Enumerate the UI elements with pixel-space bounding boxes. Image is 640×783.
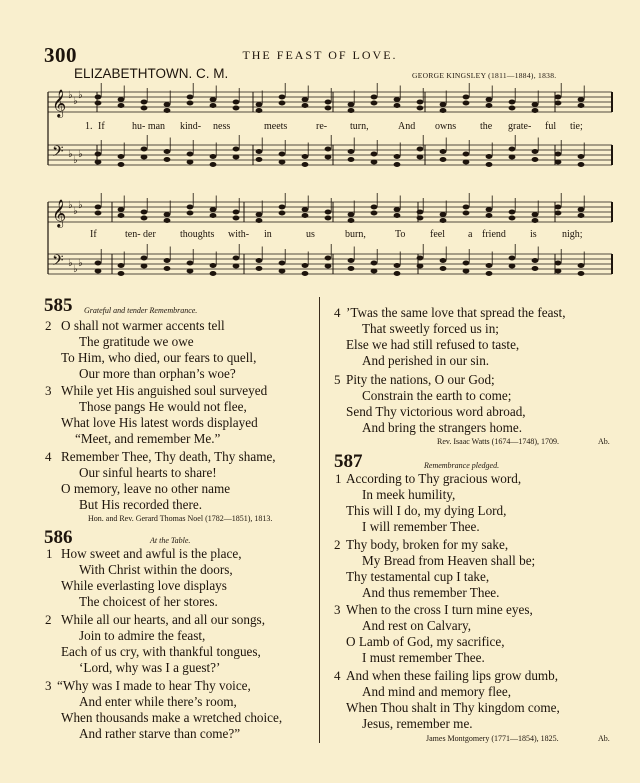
note-head <box>578 103 585 108</box>
note-head <box>440 266 447 271</box>
note-head <box>279 205 286 210</box>
note-head <box>118 263 125 268</box>
note-head <box>578 154 585 159</box>
verse-line: O memory, leave no other name <box>61 481 231 496</box>
verse-line: This will I do, my dying Lord, <box>346 503 507 518</box>
note-head <box>164 218 171 223</box>
note-head <box>118 103 125 108</box>
note-head <box>509 106 516 111</box>
note-head <box>210 263 217 268</box>
note-head <box>371 269 378 274</box>
verse-line: When Thou shalt in Thy kingdom come, <box>346 700 560 715</box>
note-head <box>95 269 102 274</box>
note-head <box>371 95 378 100</box>
note-head <box>463 95 470 100</box>
note-head <box>486 162 493 167</box>
note-head <box>394 154 401 159</box>
note-head <box>348 218 355 223</box>
note-head <box>532 266 539 271</box>
verse-line: When thousands make a wretched choice, <box>61 710 283 725</box>
note-head <box>279 160 286 165</box>
lyric-syllable: friend <box>482 229 506 240</box>
lyric-syllable: re- <box>316 121 328 132</box>
note-head <box>486 263 493 268</box>
note-head <box>463 261 470 266</box>
note-head <box>532 157 539 162</box>
verse-line: Remember Thee, Thy death, Thy shame, <box>61 449 276 464</box>
note-head <box>578 162 585 167</box>
note-head <box>394 263 401 268</box>
note-head <box>141 256 148 261</box>
note-head <box>555 95 562 100</box>
verse-line: O shall not warmer accents tell <box>61 318 225 333</box>
hymn-subtitle: Grateful and tender Remembrance. <box>84 306 198 315</box>
note-head <box>302 154 309 159</box>
note-head <box>509 155 516 160</box>
note-head <box>233 147 240 152</box>
lyric-syllable: nigh; <box>562 229 583 240</box>
verse-line: Those pangs He would not flee, <box>79 399 247 414</box>
note-head <box>210 162 217 167</box>
verse-line: Our more than orphan’s woe? <box>79 366 236 381</box>
note-head <box>118 271 125 276</box>
note-head <box>578 263 585 268</box>
verse-line: And rest on Calvary, <box>362 618 472 633</box>
note-head <box>256 218 263 223</box>
note-head <box>440 102 447 107</box>
note-head <box>325 256 332 261</box>
note-head <box>302 103 309 108</box>
note-head <box>187 152 194 157</box>
note-head <box>141 264 148 269</box>
note-head <box>417 256 424 261</box>
note-head <box>164 157 171 162</box>
flat-icon: ♭ <box>78 149 83 160</box>
note-head <box>394 103 401 108</box>
verse-line: Each of us cry, with thankful tongues, <box>61 644 261 659</box>
bass-clef-icon: 𝄢 <box>52 252 64 273</box>
note-head <box>371 101 378 106</box>
note-head <box>210 97 217 102</box>
note-head <box>486 154 493 159</box>
note-head <box>417 264 424 269</box>
note-head <box>233 155 240 160</box>
note-head <box>509 100 516 105</box>
verse-line: While yet His anguished soul surveyed <box>61 383 268 398</box>
note-head <box>532 102 539 107</box>
note-head <box>210 271 217 276</box>
verse-number: 1 <box>335 471 342 486</box>
note-head <box>187 101 194 106</box>
note-head <box>394 207 401 212</box>
note-head <box>463 205 470 210</box>
verse-number: 3 <box>45 678 52 693</box>
verse-line: The gratitude we owe <box>79 334 194 349</box>
note-head <box>118 207 125 212</box>
note-head <box>348 212 355 217</box>
note-head <box>210 103 217 108</box>
note-head <box>118 162 125 167</box>
column-divider <box>319 297 320 743</box>
stanza-number: 1. <box>85 121 93 132</box>
note-head <box>578 97 585 102</box>
verse-line: “Meet, and remember Me.” <box>75 431 221 446</box>
note-head <box>210 207 217 212</box>
verse-line: With Christ within the doors, <box>79 562 233 577</box>
verse-line: I will remember Thee. <box>362 519 480 534</box>
note-head <box>187 261 194 266</box>
note-head <box>233 264 240 269</box>
note-head <box>302 213 309 218</box>
verse-number: 3 <box>45 383 52 398</box>
verse-line: ‘Lord, why was I a guest?’ <box>79 660 221 675</box>
verse-line: That sweetly forced us in; <box>362 321 499 336</box>
note-head <box>440 108 447 113</box>
hymn-credit: Rev. Isaac Watts (1674—1748), 1709. <box>437 437 559 446</box>
lyric-syllable: the <box>480 121 493 132</box>
note-head <box>532 218 539 223</box>
note-head <box>371 205 378 210</box>
note-head <box>486 271 493 276</box>
note-head <box>95 211 102 216</box>
verse-line: When to the cross I turn mine eyes, <box>346 602 533 617</box>
note-head <box>417 155 424 160</box>
verse-line: What love His latest words displayed <box>61 415 258 430</box>
note-head <box>440 149 447 154</box>
note-head <box>555 152 562 157</box>
note-head <box>164 149 171 154</box>
note-head <box>348 149 355 154</box>
lyric-syllable: ness <box>213 121 231 132</box>
running-head: THE FEAST OF LOVE. <box>242 48 398 62</box>
note-head <box>187 205 194 210</box>
note-head <box>95 95 102 100</box>
note-head <box>555 160 562 165</box>
note-head <box>164 212 171 217</box>
note-head <box>555 261 562 266</box>
lyric-syllable: grate- <box>508 121 532 132</box>
verse-number: 5 <box>334 372 341 387</box>
note-head <box>578 213 585 218</box>
flat-icon: ♭ <box>78 200 83 211</box>
verse-line: Our sinful hearts to share! <box>79 465 217 480</box>
lyric-syllable: And <box>398 121 416 132</box>
note-head <box>118 154 125 159</box>
verse-line: O Lamb of God, my sacrifice, <box>346 634 505 649</box>
verse-line: Thy testamental cup I take, <box>346 569 490 584</box>
note-head <box>325 216 332 221</box>
lyric-syllable: ten- der <box>125 229 156 240</box>
flat-icon: ♭ <box>73 155 78 166</box>
lyric-syllable: thoughts <box>180 229 215 240</box>
note-head <box>256 266 263 271</box>
treble-clef-icon: 𝄞 <box>52 89 67 117</box>
note-head <box>164 266 171 271</box>
verse-line: And when these failing lips grow dumb, <box>346 668 559 683</box>
note-head <box>509 147 516 152</box>
lyric-syllable: If <box>90 229 97 240</box>
note-head <box>555 269 562 274</box>
hymn-credit-mark: Ab. <box>598 437 610 446</box>
note-head <box>256 149 263 154</box>
note-head <box>440 258 447 263</box>
note-head <box>463 211 470 216</box>
note-head <box>532 149 539 154</box>
note-head <box>578 207 585 212</box>
note-head <box>463 160 470 165</box>
lyric-syllable: meets <box>264 121 288 132</box>
verse-line: “Why was I made to hear Thy voice, <box>57 678 251 693</box>
flat-icon: ♭ <box>68 200 73 211</box>
note-head <box>555 205 562 210</box>
note-head <box>509 264 516 269</box>
note-head <box>302 162 309 167</box>
note-head <box>486 97 493 102</box>
note-head <box>187 95 194 100</box>
verse-line: In meek humility, <box>362 487 456 502</box>
verse-line: And perished in our sin. <box>362 353 490 368</box>
note-head <box>371 160 378 165</box>
verse-line: The choicest of her stores. <box>79 594 218 609</box>
note-head <box>95 205 102 210</box>
note-head <box>440 157 447 162</box>
lyric-syllable: with- <box>228 229 250 240</box>
note-head <box>210 154 217 159</box>
note-head <box>486 207 493 212</box>
page-number: 300 <box>44 43 77 67</box>
note-head <box>325 106 332 111</box>
note-head <box>187 211 194 216</box>
hymn-number: 585 <box>44 295 73 316</box>
verse-number: 2 <box>45 318 52 333</box>
lyric-syllable: us <box>306 229 315 240</box>
hymn-subtitle: At the Table. <box>150 536 191 545</box>
note-head <box>256 157 263 162</box>
verse-number: 2 <box>334 537 341 552</box>
note-head <box>141 216 148 221</box>
verse-line: And mind and memory flee, <box>362 684 512 699</box>
note-head <box>256 108 263 113</box>
note-head <box>394 162 401 167</box>
verse-line: But His recorded there. <box>79 497 203 512</box>
note-head <box>118 213 125 218</box>
lyric-syllable: hu- man <box>132 121 166 132</box>
hymn-number: 586 <box>44 527 73 548</box>
note-head <box>164 258 171 263</box>
note-head <box>394 213 401 218</box>
note-head <box>348 258 355 263</box>
note-head <box>325 100 332 105</box>
note-head <box>463 269 470 274</box>
note-head <box>233 256 240 261</box>
verse-line: Else we had still refused to taste, <box>346 337 520 352</box>
note-head <box>187 160 194 165</box>
lyric-syllable: burn, <box>345 229 366 240</box>
lyric-syllable: owns <box>435 121 457 132</box>
note-head <box>279 211 286 216</box>
treble-clef-icon: 𝄞 <box>52 199 67 227</box>
note-head <box>486 103 493 108</box>
verse-number: 1 <box>46 546 53 561</box>
verse-line: While everlasting love displays <box>61 578 227 593</box>
verse-line: ’Twas the same love that spread the feast, <box>346 305 566 320</box>
hymn-credit-mark: Ab. <box>598 734 610 743</box>
note-head <box>509 256 516 261</box>
note-head <box>463 101 470 106</box>
lyric-syllable: To <box>395 229 406 240</box>
note-head <box>348 102 355 107</box>
note-head <box>233 100 240 105</box>
verse-number: 3 <box>334 602 341 617</box>
note-head <box>256 102 263 107</box>
tune-name: ELIZABETHTOWN. C. M. <box>74 66 229 81</box>
verse-line: Join to admire the feast, <box>79 628 206 643</box>
flat-icon: ♭ <box>73 264 78 275</box>
note-head <box>509 216 516 221</box>
note-head <box>440 218 447 223</box>
note-head <box>532 108 539 113</box>
verse-number: 4 <box>334 305 341 320</box>
note-head <box>394 97 401 102</box>
note-head <box>141 155 148 160</box>
note-head <box>302 271 309 276</box>
note-head <box>95 160 102 165</box>
note-head <box>279 269 286 274</box>
verse-number: 4 <box>334 668 341 683</box>
verse-line: And thus remember Thee. <box>362 585 500 600</box>
note-head <box>440 212 447 217</box>
note-head <box>141 147 148 152</box>
flat-icon: ♭ <box>73 206 78 217</box>
verse-line: And rather starve than come?” <box>79 726 241 741</box>
lyric-syllable: in <box>264 229 272 240</box>
verse-line: To Him, who died, our fears to quell, <box>61 350 257 365</box>
note-head <box>302 263 309 268</box>
hymn-credit: Hon. and Rev. Gerard Thomas Noel (1782—1851), 1813. <box>88 514 273 523</box>
note-head <box>233 210 240 215</box>
note-head <box>463 152 470 157</box>
verse-number: 2 <box>45 612 52 627</box>
note-head <box>417 100 424 105</box>
lyric-syllable: kind- <box>180 121 202 132</box>
note-head <box>95 261 102 266</box>
note-head <box>279 261 286 266</box>
note-head <box>555 211 562 216</box>
note-head <box>578 271 585 276</box>
note-head <box>302 97 309 102</box>
note-head <box>417 147 424 152</box>
note-head <box>417 106 424 111</box>
note-head <box>325 155 332 160</box>
note-head <box>348 157 355 162</box>
verse-line: My Bread from Heaven shall be; <box>362 553 536 568</box>
note-head <box>486 213 493 218</box>
verse-line: I must remember Thee. <box>362 650 485 665</box>
flat-icon: ♭ <box>78 90 83 101</box>
verse-number: 4 <box>45 449 52 464</box>
note-head <box>210 213 217 218</box>
hymn-number: 587 <box>334 451 363 472</box>
note-head <box>555 101 562 106</box>
note-head <box>256 258 263 263</box>
verse-line: While all our hearts, and all our songs, <box>61 612 265 627</box>
note-head <box>371 211 378 216</box>
flat-icon: ♭ <box>68 258 73 269</box>
flat-icon: ♭ <box>68 149 73 160</box>
note-head <box>325 264 332 269</box>
verse-line: And bring the strangers home. <box>362 420 523 435</box>
note-head <box>394 271 401 276</box>
hymn-subtitle: Remembrance pledged. <box>424 461 500 470</box>
note-head <box>118 97 125 102</box>
verse-line: Jesus, remember me. <box>362 716 473 731</box>
note-head <box>532 212 539 217</box>
lyric-syllable: turn, <box>350 121 369 132</box>
note-head <box>348 108 355 113</box>
note-head <box>256 212 263 217</box>
note-head <box>279 152 286 157</box>
note-head <box>371 152 378 157</box>
note-head <box>141 210 148 215</box>
note-head <box>417 216 424 221</box>
lyric-syllable: is <box>530 229 537 240</box>
note-head <box>509 210 516 215</box>
verse-line: Send Thy victorious word abroad, <box>346 404 526 419</box>
note-head <box>95 152 102 157</box>
note-head <box>325 147 332 152</box>
flat-icon: ♭ <box>68 90 73 101</box>
note-head <box>348 266 355 271</box>
note-head <box>279 101 286 106</box>
note-head <box>164 108 171 113</box>
note-head <box>532 258 539 263</box>
verse-line: And enter while there’s room, <box>79 694 237 709</box>
note-head <box>371 261 378 266</box>
flat-icon: ♭ <box>78 258 83 269</box>
hymn-credit: James Montgomery (1771—1854), 1825. <box>426 734 559 743</box>
note-head <box>233 216 240 221</box>
note-head <box>417 210 424 215</box>
note-head <box>141 106 148 111</box>
note-head <box>164 102 171 107</box>
note-head <box>302 207 309 212</box>
lyric-syllable: If <box>98 121 105 132</box>
bass-clef-icon: 𝄢 <box>52 143 64 164</box>
note-head <box>95 101 102 106</box>
verse-line: Constrain the earth to come; <box>362 388 512 403</box>
tune-composer: GEORGE KINGSLEY (1811—1884), 1838. <box>412 71 557 80</box>
verse-line: How sweet and awful is the place, <box>61 546 242 561</box>
verse-line: According to Thy gracious word, <box>346 471 522 486</box>
verse-line: Pity the nations, O our God; <box>346 372 495 387</box>
note-head <box>279 95 286 100</box>
lyric-syllable: a <box>468 229 473 240</box>
lyric-syllable: tie; <box>570 121 583 132</box>
lyric-syllable: ful <box>545 121 557 132</box>
flat-icon: ♭ <box>73 96 78 107</box>
lyric-syllable: feel <box>430 229 445 240</box>
verse-line: Thy body, broken for my sake, <box>346 537 509 552</box>
note-head <box>187 269 194 274</box>
note-head <box>325 210 332 215</box>
note-head <box>233 106 240 111</box>
music-score <box>0 0 640 290</box>
note-head <box>141 100 148 105</box>
